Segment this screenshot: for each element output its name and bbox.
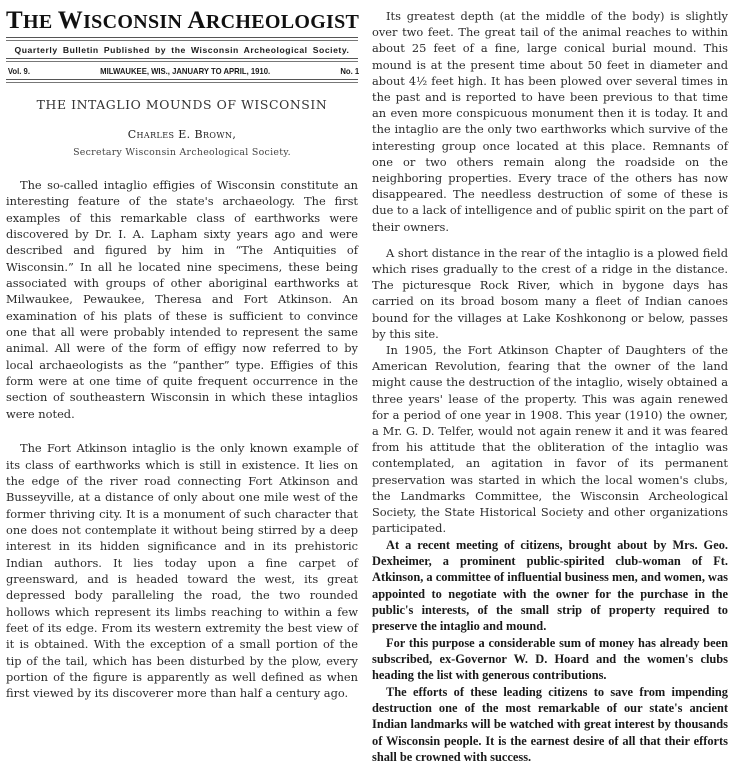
author-name: Charles E. Brown,: [127, 128, 237, 141]
issue-line: [6, 66, 361, 76]
paragraph: The so-called intaglio effigies of Wisconsin constitute an interesting feature of the state's archaeology. The first examples of this remarkable class of earthworks were discovered by Dr. I. A. Lapham sixty years ago and were described and figured by him in “The Antiquities of Wisconsin.” In all he located nine specimens, these being associated with groups of other aboriginal earthworks at Milwaukee, Pewaukee, Theresa and Fort Atkinson. An examination of his plats of these is sufficient to convince one that all were probably intended to represent the same animal. All were of the form of effigy now referred to by local archaeologists as the “panther” type. Effigies of this form were at one time of quite frequent occurrence in the section of southeastern Wisconsin in which these intaglios were noted.: [6, 178, 358, 421]
title-part-3: ARCHEOLOGIST: [187, 7, 360, 34]
paragraph: The efforts of these leading citizens to save from impending destruction one of the most remarkable of our state's ancient Indian landmarks will be watched with great interest by thousands of Wisconsin people. It is the earnest desire of all that their efforts shall be crowned with success.: [372, 684, 728, 764]
author-role: Secretary Wisconsin Archeological Society.: [73, 147, 291, 158]
masthead-rule-top: [6, 37, 358, 41]
paragraph: At a recent meeting of citizens, brought about by Mrs. Geo. Dexheimer, a prominent public-spirited club-woman of Ft. Atkinson, a committee of influential business men, and women, was appointed to negotiate with the owner for the purchase in the public's interests, of the small strip of property required to preserve the intaglio and mound.: [372, 537, 728, 634]
masthead-rule-bottom: [6, 79, 358, 83]
paragraph: A short distance in the rear of the intaglio is a plowed field which rises gradually to the crest of a ridge in the distance. The picturesque Rock River, which in bygone days has carried on its broad bosom many a fleet of Indian canoes bound for the villages at Lake Koshkonong or below, passes by this site.: [372, 245, 728, 341]
right-column: [372, 0, 728, 765]
paragraph: Its greatest depth (at the middle of the body) is slightly over two feet. The great tail of the animal reaches to within about 25 feet of a fine, large conical burial mound. This mound is at the present time about 50 feet in diameter and about 4½ feet high. It has been plowed over several times in the past and is reported to have been previous to that time an even more conspicuous monument then it is today. It and the intaglio are the only two earthworks which survive of the interesting group once located at this place. Remnants of one or two others remain along the roadside on the neighboring properties. Every trace of the others has now disappeared. The needless destruction of some of these is due to a lack of intelligence and of public spirit on the part of their owners.: [372, 9, 728, 234]
journal-title: [6, 8, 358, 35]
masthead-rule-middle: [6, 58, 358, 62]
paragraph: For this purpose a considerable sum of money has already been subscribed, ex-Governor W. D. Hoard and the women's clubs heading the list with generous contributions.: [372, 635, 728, 683]
article-title: THE INTAGLIO MOUNDS OF WISCONSIN: [36, 97, 328, 112]
left-column: [6, 0, 358, 702]
issue-number: No. 1: [340, 66, 360, 76]
volume-number: Vol. 9.: [7, 66, 30, 76]
title-part-2: WISCONSIN: [57, 7, 188, 34]
title-part-1: THE: [6, 7, 58, 34]
paragraph: In 1905, the Fort Atkinson Chapter of Daughters of the American Revolution, fearing that the owner of the land might cause the destruction of the intaglio, wisely obtained a three years' lease of the property. This was again renewed for a period of one year in 1908. This year (1910) the owner, a Mr. G. D. Telfer, would not again renew it and it was feared from his attitude that the obliteration of the intaglio was contemplated, an agitation in favor of its permanent preservation was started in which the local women's clubs, the Landmarks Committee, the Wisconsin Archeological Society, the State Historical Society and other organizations participated.: [372, 343, 728, 536]
place-date: MILWAUKEE, WIS., JANUARY TO APRIL, 1910.: [100, 66, 271, 76]
journal-subtitle: Quarterly Bulletin Published by the Wisconsin Archeological Society.: [14, 45, 350, 55]
paragraph: The Fort Atkinson intaglio is the only known example of its class of earthworks which is still in existence. It lies on the edge of the river road connecting Fort Atkinson and Busseyville, at a distance of only about one mile west of the former thriving city. It is a monument of such character that one does not contemplate it without being stirred by a deep interest in its hidden significance and in its prehistoric Indian authors. It lies today upon a fine carpet of greensward, and is headed toward the west, its great depressed body paralleling the road, the two rounded hollows which represent its limbs reaching to within a few feet of its edge. From its western extremity the best view of it is obtained. With the exception of a small portion of the tip of the tail, which has been disturbed by the plow, every portion of the figure is apparently as well defined as when first viewed by its discoverer more than half a century ago.: [6, 441, 358, 701]
